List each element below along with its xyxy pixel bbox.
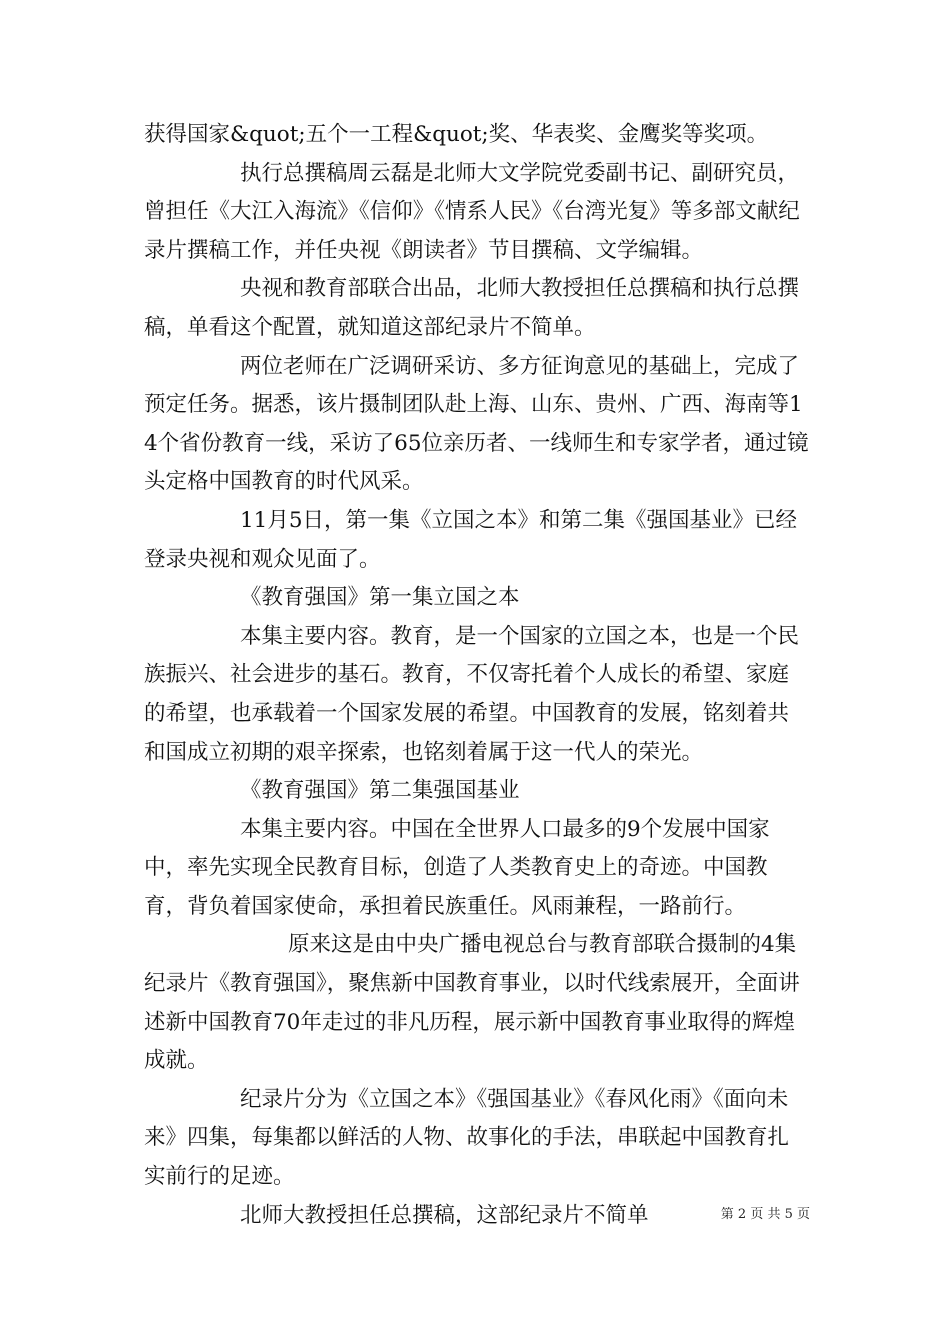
paragraph: 纪录片分为《立国之本》《强国基业》《春风化雨》《面向未来》四集，每集都以鲜活的人物、故事化的手法，串联起中国教育扎实前行的足迹。 — [144, 1086, 790, 1190]
paragraph: 央视和教育部联合出品，北师大教授担任总撰稿和执行总撰稿，单看这个配置，就知道这部纪录片不简单。 — [144, 276, 800, 340]
paragraph: 11月5日，第一集《立国之本》和第二集《强国基业》已经登录央视和观众见面了。 — [144, 507, 798, 572]
paragraph: 执行总撰稿周云磊是北师大文学院党委副书记、副研究员，曾担任《大江入海流》《信仰》《情系人民》《台湾光复》等多部文献纪录片撰稿工作，并任央视《朗读者》节目撰稿、文学编辑。 — [144, 160, 800, 263]
paragraph: 获得国家&quot;五个一工程&quot;奖、华表奖、金鹰奖等奖项。 — [144, 122, 769, 147]
section-heading: 《教育强国》第一集立国之本 — [240, 585, 520, 611]
paragraph: 两位老师在广泛调研采访、多方征询意见的基础上，完成了预定任务。据悉，该片摄制团队赴上海、山东、贵州、广西、海南等14个省份教育一线，采访了65位亲历者、一线师生和专家学者，通过镜头定格中国教育的时代风采。 — [144, 353, 809, 495]
page-number: 第 2 页 共 5 页 — [720, 1207, 810, 1222]
section-heading: 《教育强国》第二集强国基业 — [240, 778, 520, 804]
section-heading: 北师大教授担任总撰稿，这部纪录片不简单 — [240, 1202, 649, 1228]
paragraph: 本集主要内容。教育，是一个国家的立国之本，也是一个民族振兴、社会进步的基石。教育，不仅寄托着个人成长的希望、家庭的希望，也承载着一个国家发展的希望。中国教育的发展，铭刻着共和国成立初期的艰辛探索，也铭刻着属于这一代人的荣光。 — [144, 623, 800, 765]
document-body — [144, 116, 810, 1235]
paragraph: 本集主要内容。中国在全世界人口最多的9个发展中国家中，率先实现全民教育目标，创造了人类教育史上的奇迹。中国教育，背负着国家使命，承担着民族重任。风雨兼程，一路前行。 — [144, 816, 770, 919]
paragraph: 原来这是由中央广播电视总台与教育部联合摄制的4集纪录片《教育强国》，聚焦新中国教育事业，以时代线索展开，全面讲述新中国教育70年走过的非凡历程，展示新中国教育事业取得的辉煌成就。 — [144, 932, 800, 1074]
